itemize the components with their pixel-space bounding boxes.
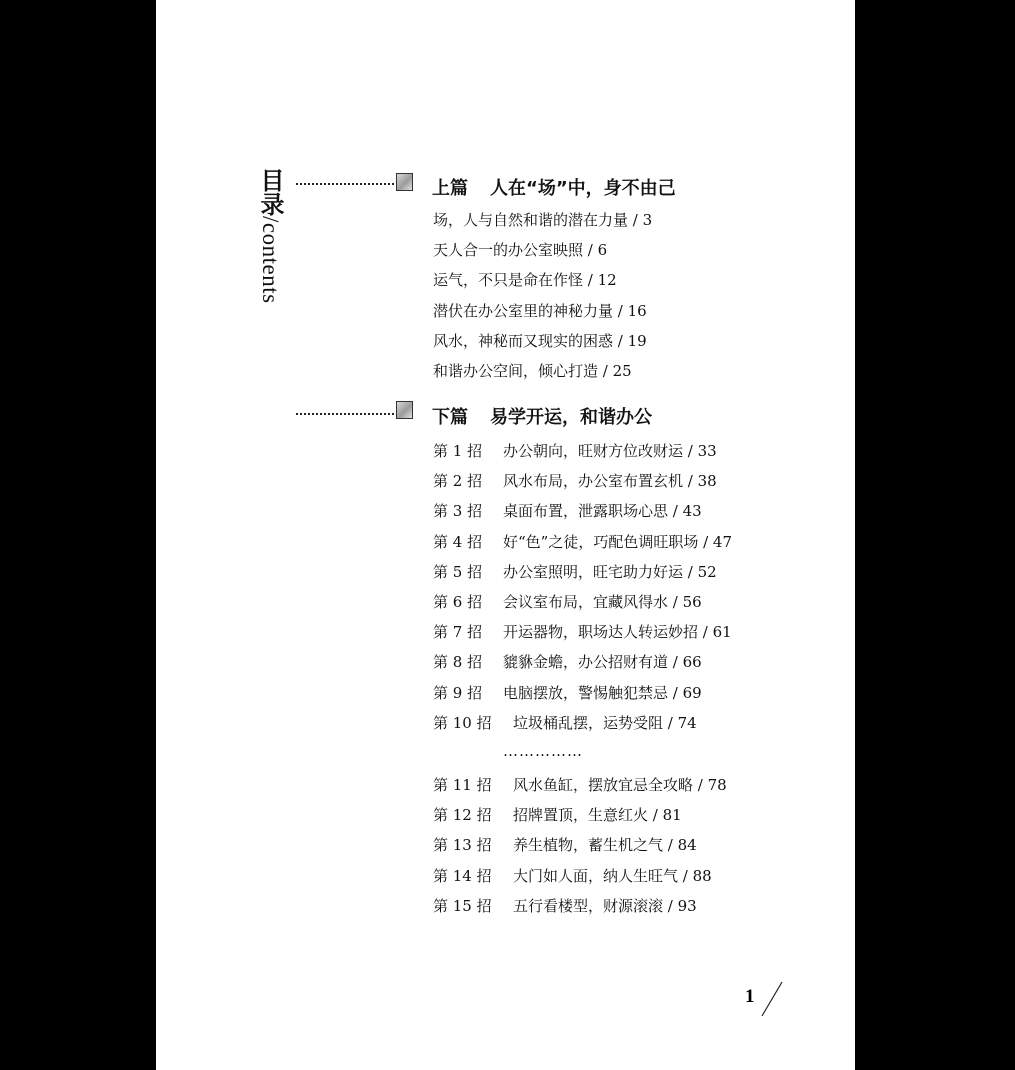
toc-entry[interactable]: 第 7 招 开运器物，职场达人转运妙招 / 61 (433, 623, 732, 642)
part-name: 易学开运，和谐办公 (490, 407, 652, 428)
part-2-entries (433, 436, 732, 738)
toc-entry[interactable]: 天人合一的办公室映照 / 6 (433, 241, 608, 260)
toc-entry[interactable]: 第 6 招 会议室布局，宜藏风得水 / 56 (433, 592, 702, 611)
toc-entry[interactable]: 第 13 招 养生植物，蓄生机之气 / 84 (433, 836, 697, 855)
page-number: 1 (745, 986, 755, 1007)
toc-entry[interactable]: 第 9 招 电脑摆放，警惕触犯禁忌 / 69 (433, 683, 702, 702)
book-page (156, 0, 855, 1070)
toc-entry[interactable]: 第 1 招 办公朝向，旺财方位改财运 / 33 (433, 442, 717, 460)
part-label: 上篇 (432, 178, 468, 199)
toc-heading-en: contents (258, 222, 283, 304)
toc-entry[interactable]: 第 10 招 垃圾桶乱摆，运势受阻 / 74 (433, 713, 697, 732)
part-name: 人在“场”中，身不由己 (490, 178, 676, 199)
toc-entry[interactable]: 运气，不只是命在作怪 / 12 (433, 271, 617, 290)
toc-entry[interactable]: 第 3 招 桌面布置，泄露职场心思 / 43 (433, 502, 702, 521)
square-marker-icon (396, 173, 413, 191)
dotted-leader (296, 413, 394, 415)
dotted-leader (296, 183, 394, 185)
toc-entry[interactable]: 第 8 招 貔貅金蟾，办公招财有道 / 66 (433, 653, 702, 672)
part-1-entries (433, 205, 652, 386)
toc-entry[interactable]: 风水，神秘而又现实的困惑 / 19 (433, 331, 647, 350)
toc-heading (258, 168, 282, 304)
toc-heading-sep: / (258, 216, 283, 223)
toc-entry[interactable]: 第 2 招 风水布局，办公室布置玄机 / 38 (433, 472, 717, 491)
part-title-2 (432, 403, 652, 429)
folio-slash-icon (756, 980, 786, 1020)
part-label: 下篇 (432, 407, 468, 428)
ellipsis-dots: …………… (503, 742, 583, 760)
toc-heading-cn: 目录 (256, 168, 284, 216)
toc-entry[interactable]: 第 11 招 风水鱼缸，摆放宜忌全攻略 / 78 (433, 776, 727, 794)
toc-entry[interactable]: 第 5 招 办公室照明，旺宅助力好运 / 52 (433, 562, 717, 581)
toc-entry[interactable]: 第 14 招 大门如人面，纳人生旺气 / 88 (433, 866, 712, 885)
more-entries (433, 770, 727, 921)
toc-entry[interactable]: 场，人与自然和谐的潜在力量 / 3 (433, 211, 653, 229)
part-title-1 (432, 174, 676, 200)
toc-entry[interactable]: 潜伏在办公室里的神秘力量 / 16 (433, 301, 647, 320)
square-marker-icon (396, 401, 413, 419)
toc-entry[interactable]: 和谐办公空间，倾心打造 / 25 (433, 361, 632, 380)
toc-entry[interactable]: 第 15 招 五行看楼型，财源滚滚 / 93 (433, 896, 697, 915)
toc-entry[interactable]: 第 4 招 好“色”之徒，巧配色调旺职场 / 47 (433, 532, 733, 551)
toc-entry[interactable]: 第 12 招 招牌置顶，生意红火 / 81 (433, 806, 682, 825)
